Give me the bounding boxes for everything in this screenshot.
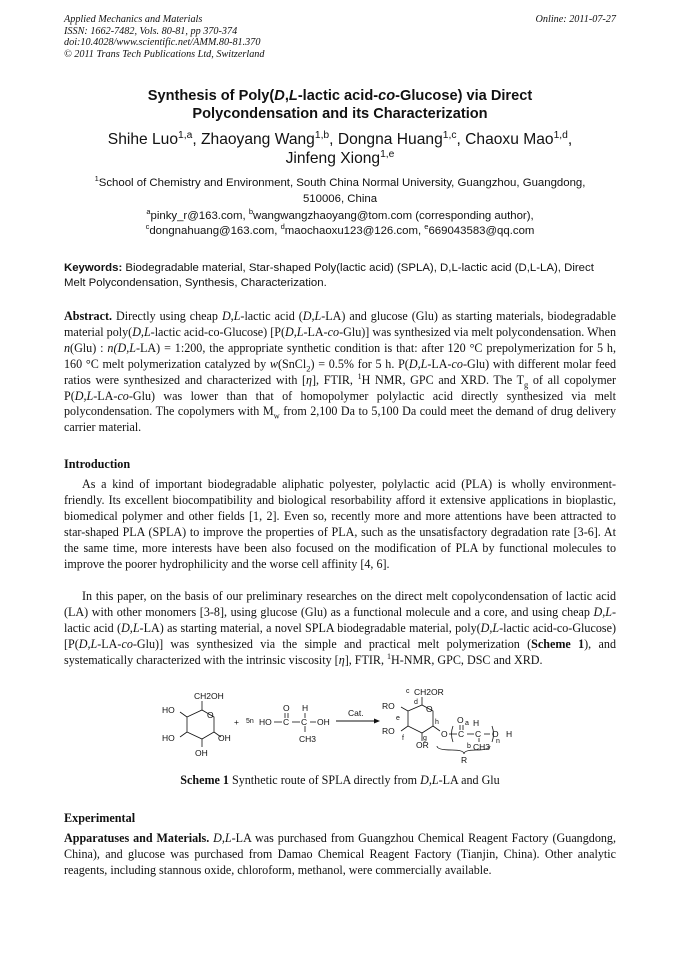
position-label: d (414, 699, 418, 706)
text: -LA) and glucose (Glu) as starting materials, biodegradable material poly( (64, 309, 616, 339)
affil-text: 510006, China (302, 193, 378, 205)
oh-label: OH (195, 748, 208, 758)
text: ) = 0.5% for 5 h. P( (310, 356, 409, 371)
title-part: , (284, 88, 289, 104)
section-heading-experimental: Experimental (64, 811, 136, 825)
text: Synthetic route of SPLA directly from (228, 773, 421, 787)
text: from 2,100 Da to 5,100 Da could meet the demand of drug delivery carrier material. (64, 404, 616, 435)
keywords-label: Keywords: (64, 262, 123, 274)
ho-label: HO (162, 705, 175, 715)
email-sup: c (145, 222, 150, 232)
title-part: Polycondensation and its Characterization (192, 105, 488, 122)
section-heading-introduction: Introduction (64, 457, 131, 471)
o-label: O (457, 715, 464, 725)
catalyst-label: Cat. (348, 708, 364, 718)
text: D,L (221, 309, 241, 323)
author: Zhaoyang Wang (201, 131, 315, 148)
text: D,L (302, 309, 322, 323)
ch2or-label: CH2OR (414, 687, 444, 697)
text: -LA- (93, 388, 118, 403)
text: (SnCl (277, 356, 307, 371)
email-sup: e (424, 222, 429, 232)
reaction-arrow (336, 719, 380, 724)
text: -LA was purchased from Guangzhou Chemical Reagent Factory (Guangdong, China), and glucose was purchased from Damao Chemical Reagent Factory (Tianjin, China). Other analytic reagents, including stannous oxide, chloroform, methanol, were commercially available. (64, 831, 616, 877)
text: -lactic acid-co-Glucose) [P( (64, 620, 616, 651)
journal-name: Applied Mechanics and Materials (64, 14, 203, 25)
text: -LA and Glu (438, 773, 500, 787)
email-list (64, 209, 616, 239)
text: -LA) as starting material, a novel SPLA biodegradable material, poly( (139, 620, 481, 635)
ring-o-label: O (207, 710, 214, 720)
text: D,L (78, 636, 98, 651)
text: -LA- (303, 324, 328, 339)
author: Dongna Huang (337, 131, 443, 148)
text: Directly using cheap (112, 309, 222, 323)
position-label: b (467, 743, 471, 750)
text: Scheme 1 (531, 636, 585, 651)
text: -lactic acid-co-Glucose) [P( (150, 324, 285, 339)
title-part: co (378, 88, 396, 104)
text: -LA- (427, 356, 452, 371)
carbon-label: C (458, 729, 465, 739)
author: Jinfeng Xiong (285, 150, 381, 167)
abstract-label: Abstract. (64, 309, 113, 323)
text: -Glu) was lower than that of homopolymer polylactic acid directly synthesized via melt polycondensation. The copolymers with M (64, 388, 616, 419)
author-sup: 1,d (553, 129, 568, 141)
h-label: H (473, 718, 480, 728)
position-label: f (402, 735, 404, 742)
carbon-label: C (283, 717, 290, 727)
author: Shihe Luo (107, 131, 179, 148)
carbon-label: C (301, 717, 308, 727)
text: D,L (213, 831, 232, 845)
ho-label: HO (162, 733, 175, 743)
text: H-NMR, GPC, DSC and XRD. (391, 652, 543, 667)
email[interactable]: dongnahuang@163.com, (149, 225, 281, 237)
email[interactable]: 669043583@qq.com (428, 225, 535, 237)
keywords (64, 261, 616, 291)
text: ], FTIR, (344, 652, 388, 667)
doi: doi:10.4028/www.scientific.net/AMM.80-81.370 (64, 37, 261, 48)
oh-label: OH (317, 717, 330, 727)
h-label: H (506, 729, 513, 739)
text: g (524, 379, 529, 390)
email[interactable]: pinky_r@163.com, (150, 210, 249, 222)
text: (Glu) : (70, 340, 108, 355)
text: H NMR, GPC and XRD. The T (361, 372, 524, 387)
repeat-n: n (496, 738, 500, 745)
text: In this paper, on the basis of our preliminary researches on the direct melt copolycondensation of lactic acid (LA) with other monomers [3-8], using glucose (Glu) as a functional molecule and a core, and using cheap (64, 589, 616, 619)
abstract (64, 309, 616, 436)
text: 2 (306, 363, 311, 374)
position-label: g (423, 735, 427, 742)
text: co (117, 388, 129, 403)
email-sup: d (280, 222, 285, 232)
glucose-structure (180, 701, 221, 747)
o-label: O (441, 729, 448, 739)
text: D,L (593, 604, 612, 619)
h-label: H (302, 703, 309, 713)
coefficient: 5n (246, 718, 254, 725)
intro-paragraph-1: As a kind of important biodegradable aliphatic polyester, polylactic acid (PLA) is wholly environment-friendly. Its excellent biocompatibility and biological resorbability afford it extensive applications in bioplastic, biomedical polymer and other fields [1, 2]. Even so, recently more and more attentions have been attracted to star-shaped PLA (SPLA) to improve the properties of PLA, such as the unsatisfactory degradation rate [3-6]. At the same time, more interests have been also focused on the modification of PLA by functional molecules to improve the poorer hydrophilicity and the worse cell affinity [4, 6]. (64, 477, 616, 571)
text: 1 (387, 651, 392, 661)
subsection-label: Apparatuses and Materials. (64, 831, 210, 845)
plus-sign: + (234, 717, 239, 727)
text: n(D,L (107, 340, 136, 355)
text: -Glu) with different molar feed ratios were synthesized and characterized with [ (64, 356, 616, 387)
text: w (273, 410, 280, 421)
email[interactable]: wangwangzhaoyang@tom.com (corresponding author), (253, 210, 534, 222)
paper-title (64, 88, 616, 123)
text: -lactic acid ( (240, 309, 303, 323)
ring-o-label: O (426, 704, 433, 714)
ch3-label: CH3 (473, 742, 491, 752)
position-label: h (435, 719, 439, 726)
affiliation (64, 175, 616, 207)
ro-label: RO (382, 726, 395, 736)
title-part: Synthesis of Poly( (147, 88, 275, 104)
email-sup: a (146, 207, 151, 217)
email-sup: b (248, 207, 253, 217)
lactic-acid-bonds (274, 713, 316, 732)
scheme-caption (64, 773, 616, 788)
author: Chaoxu Mao (465, 131, 554, 148)
text: D,L (74, 388, 94, 403)
o-label: O (492, 729, 499, 739)
text: -Glu)] was synthesized via melt polycondensation. When (339, 324, 617, 339)
text: ), and systematically characterized with the intrinsic viscosity [ (64, 636, 616, 667)
carbon-label: C (475, 729, 482, 739)
reaction-scheme (152, 686, 547, 768)
text: η (338, 652, 345, 667)
online-date: Online: 2011-07-27 (535, 14, 616, 25)
r-label: R (461, 755, 468, 765)
text: 1 (357, 371, 362, 381)
issn: ISSN: 1662-7482, Vols. 80-81, pp 370-374 (64, 25, 238, 37)
text: -lactic acid ( (64, 604, 616, 635)
author-sup: 1,c (442, 129, 457, 141)
text: D,L (480, 620, 500, 635)
text: n (64, 340, 71, 355)
email[interactable]: maochaoxu123@126.com, (284, 225, 425, 237)
text: co (451, 356, 463, 371)
title-part: L (288, 88, 298, 104)
affil-sup: 1 (94, 174, 99, 184)
text: w (269, 356, 278, 371)
ch2oh-label: CH2OH (194, 691, 224, 701)
text: D,L (121, 620, 140, 635)
journal-header (64, 14, 616, 60)
text: -Glu)] was synthesized via the simple and practical melt polymerization ( (132, 636, 532, 651)
affil-text: School of Chemistry and Environment, South China Normal University, Guangzhou, Guangdong, (98, 177, 586, 189)
ho-label: HO (259, 717, 272, 727)
author-list: Shihe Luo$^{1,a}$, Zhaoyang Wang$^{1,b}$, Dongna Huang$^{1,c}$, Chaoxu Mao$^{1,d}$, Jinfeng Xiong$^{1,e}$ (107, 129, 573, 167)
text: co (121, 636, 133, 651)
author-sup: 1,a (178, 129, 193, 141)
or-label: OR (416, 740, 429, 750)
oh-label: OH (218, 733, 231, 743)
text: D,L (132, 324, 151, 339)
title-part: -lactic acid- (297, 88, 379, 104)
position-label: e (396, 715, 400, 722)
text: η (306, 372, 313, 387)
ch3-label: CH3 (299, 734, 317, 744)
author-sup: 1,e (380, 148, 395, 160)
caption-label: Scheme 1 (180, 773, 229, 787)
text: D,L (408, 356, 428, 371)
author-sup: 1,b (314, 129, 330, 141)
o-label: O (283, 703, 290, 713)
text: ], FTIR, (312, 372, 358, 387)
keywords-text: Biodegradable material, Star-shaped Poly(lactic acid) (SPLA), D,L-lactic acid (D,L-LA), Direct Melt Polycondensation, Synthesis, Characterization. (64, 262, 594, 289)
title-part: D (274, 88, 285, 104)
title-part: -Glucose) via Direct (395, 88, 533, 104)
ro-label: RO (382, 701, 395, 711)
position-label: c (406, 688, 410, 695)
copyright: © 2011 Trans Tech Publications Ltd, Switzerland (64, 48, 265, 60)
text: D,L (285, 324, 304, 339)
text: -LA) = 1:200, the appropriate synthetic condition is that: after 120 °C prepolymerization for 5 h, 160 °C melt polymerization catalyzed by (64, 340, 616, 371)
text: D,L (420, 773, 439, 787)
position-label: a (465, 720, 469, 727)
text: of all copolymer P( (64, 372, 617, 403)
text: -LA- (97, 636, 122, 651)
experimental-paragraph (64, 831, 616, 879)
text: co (327, 324, 340, 339)
intro-paragraph-2 (64, 589, 616, 669)
